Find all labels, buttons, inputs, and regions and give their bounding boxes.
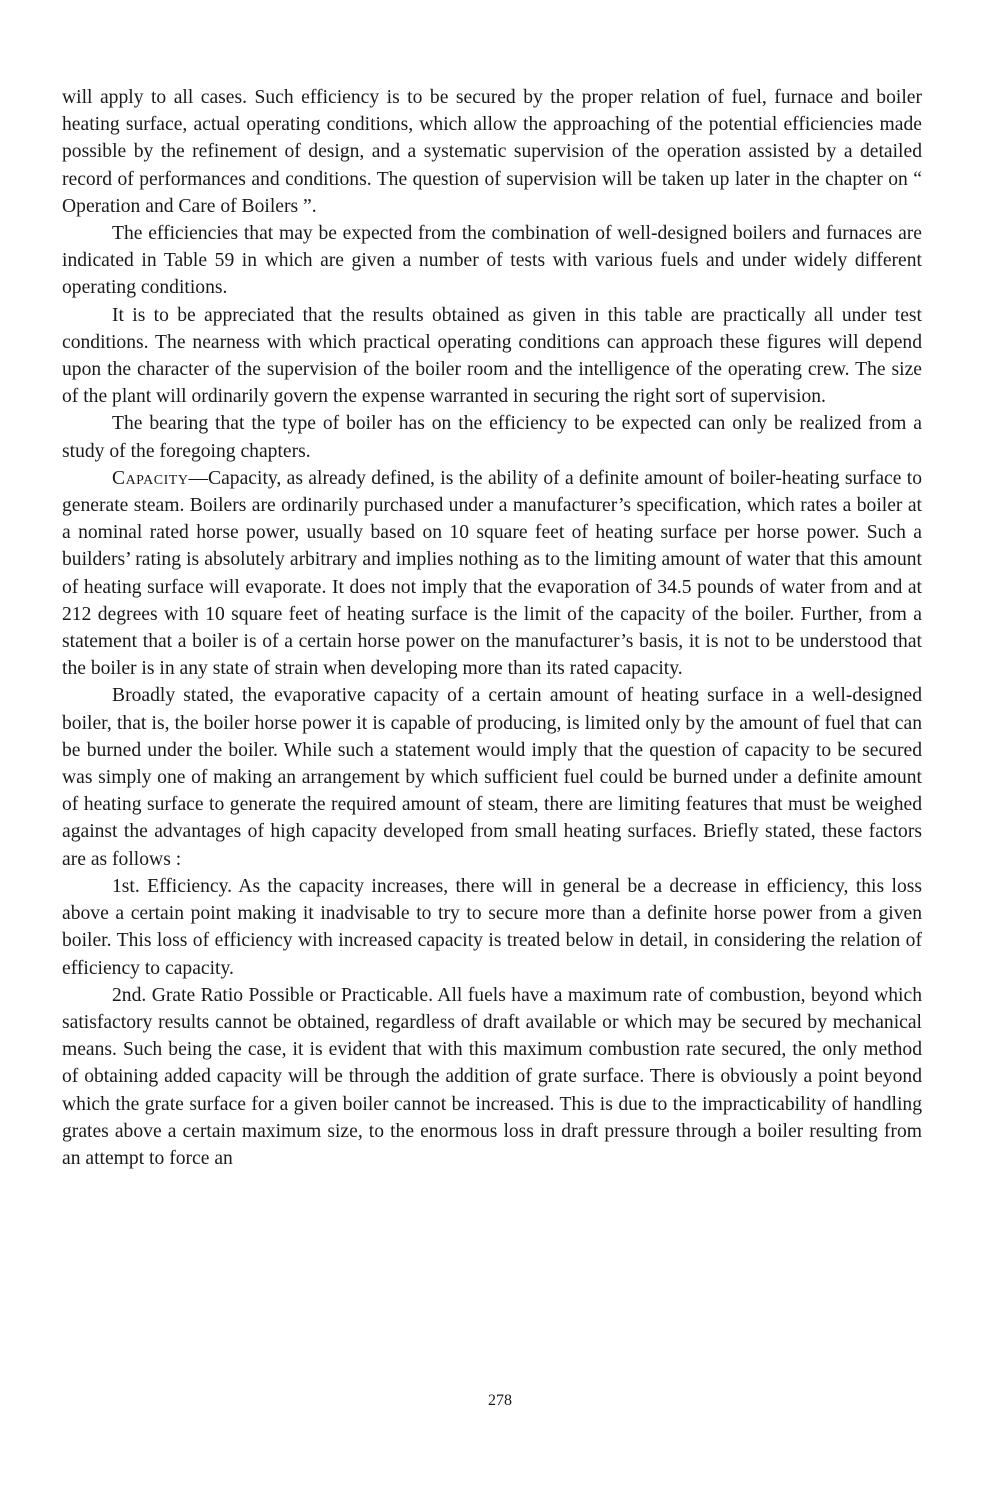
- paragraph-6: Broadly stated, the evaporative capacity of a certain amount of heating surface in a well-designed boiler, that is, the boiler horse power it is capable of producing, is limited only by the amount of fuel that can be burned under the boiler. While such a statement would imply that the question of capacity to be secured was simply one of making an arrangement by which sufficient fuel could be burned under a definite amount of heating surface to generate the required amount of steam, there are limiting features that must be weighed against the advantages of high capacity developed from small heating surfaces. Briefly stated, these factors are as follows :: [62, 685, 922, 870]
- paragraph-capacity-text: —Capacity, as already defined, is the ability of a definite amount of boiler-heating surface to generate steam. Boilers are ordinarily purchased under a manufacturer’s specification, which rates a boiler at a nominal rated horse power, usually based on 10 square feet of heating surface per horse power. Such a builders’ rating is absolutely arbitrary and implies nothing as to the limiting amount of water that this amount of heating surface will evaporate. It does not imply that the evaporation of 34.5 pounds of water from and at 212 degrees with 10 square feet of heating surface is the limit of the capacity of the boiler. Further, from a statement that a boiler is of a certain horse power on the manufacturer’s basis, it is not to be understood that the boiler is in any state of strain when developing more than its rated capacity.: [62, 467, 922, 680]
- paragraph-7: 1st. Efficiency. As the capacity increases, there will in general be a decrease in efficiency, this loss above a certain point making it inadvisable to try to secure more than a definite horse power from a given boiler. This loss of efficiency with increased capacity is treated below in detail, in considering the relation of efficiency to capacity.: [62, 875, 922, 979]
- paragraph-capacity: [62, 465, 922, 683]
- paragraph-8: 2nd. Grate Ratio Possible or Practicable. All fuels have a maximum rate of combustion, beyond which satisfactory results cannot be obtained, regardless of draft available or which may be secured by mechanical means. Such being the case, it is evident that with this maximum combustion rate secured, the only method of obtaining added capacity will be through the addition of grate surface. There is obviously a point beyond which the grate surface for a given boiler cannot be increased. This is due to the impracticability of handling grates above a certain maximum size, to the enormous loss in draft pressure through a boiler resulting from an attempt to force an: [62, 984, 922, 1169]
- paragraph-1: will apply to all cases. Such efficiency is to be secured by the proper relation of fuel, furnace and boiler heating surface, actual operating conditions, which allow the approaching of the potential efficiencies made possible by the refinement of design, and a systematic supervision of the operation assisted by a detailed record of performances and conditions. The question of supervision will be taken up later in the chapter on “ Operation and Care of Boilers ”.: [62, 87, 922, 217]
- page-body: [62, 84, 922, 1172]
- paragraph-3: It is to be appreciated that the results obtained as given in this table are practically all under test conditions. The nearness with which practical operating conditions can approach these figures will depend upon the character of the supervision of the boiler room and the intelligence of the operating crew. The size of the plant will ordinarily govern the expense warranted in securing the right sort of supervision.: [62, 304, 922, 408]
- section-heading-capacity: Capacity: [112, 467, 189, 489]
- paragraph-2: The efficiencies that may be expected from the combination of well-designed boilers and furnaces are indicated in Table 59 in which are given a number of tests with various fuels and under widely different operating conditions.: [62, 223, 922, 299]
- page-number: 278: [488, 1392, 512, 1409]
- paragraph-4: The bearing that the type of boiler has on the efficiency to be expected can only be realized from a study of the foregoing chapters.: [62, 413, 922, 462]
